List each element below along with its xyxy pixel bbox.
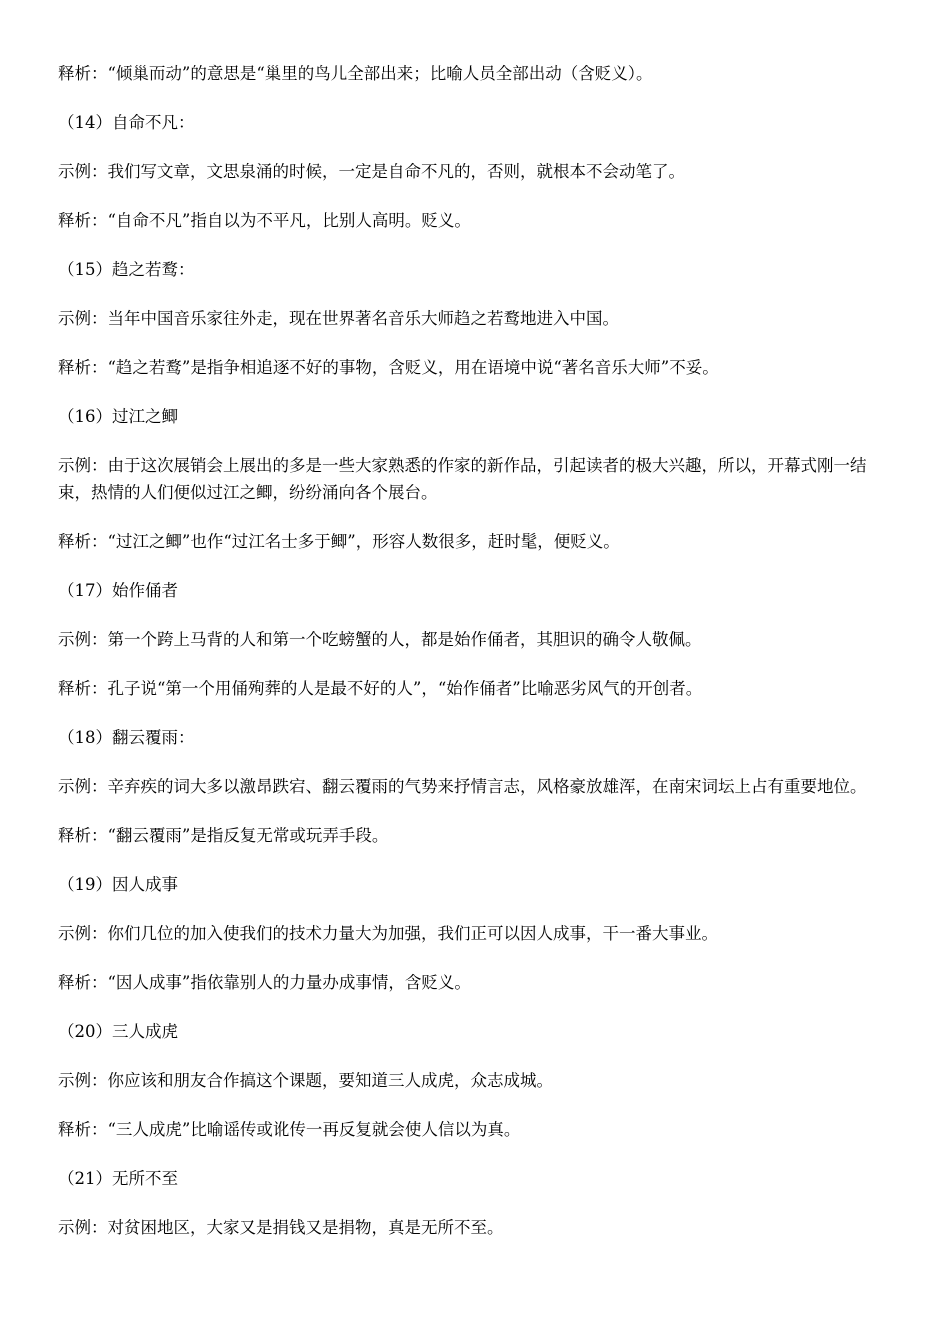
paragraph-example: 示例：由于这次展销会上展出的多是一些大家熟悉的作家的新作品，引起读者的极大兴趣，所以，开幕式刚一结束，热情的人们便似过江之鲫，纷纷涌向各个展台。 xyxy=(58,456,867,502)
paragraph-explanation: 释析：“三人成虎”比喻谣传或讹传一再反复就会使人信以为真。 xyxy=(58,1120,521,1139)
paragraph-heading: （16）过江之鲫 xyxy=(58,407,178,426)
paragraph-heading: （14）自命不凡： xyxy=(58,113,195,132)
paragraph-example: 示例：你应该和朋友合作搞这个课题，要知道三人成虎，众志成城。 xyxy=(58,1071,553,1090)
paragraph-heading: （19）因人成事 xyxy=(58,875,178,894)
paragraph-example: 示例：第一个跨上马背的人和第一个吃螃蟹的人，都是始作俑者，其胆识的确令人敬佩。 xyxy=(58,630,702,649)
paragraph-explanation: 释析：“翻云覆雨”是指反复无常或玩弄手段。 xyxy=(58,826,389,845)
paragraph-example: 示例：辛弃疾的词大多以激昂跌宕、翻云覆雨的气势来抒情言志，风格豪放雄浑，在南宋词坛上占有重要地位。 xyxy=(58,777,867,796)
paragraph-heading: （17）始作俑者 xyxy=(58,581,178,600)
paragraph-heading: （15）趋之若鹜： xyxy=(58,260,195,279)
paragraph-example: 示例：我们写文章，文思泉涌的时候，一定是自命不凡的，否则，就根本不会动笔了。 xyxy=(58,162,685,181)
paragraph-example: 示例：当年中国音乐家往外走，现在世界著名音乐大师趋之若鹜地进入中国。 xyxy=(58,309,619,328)
paragraph-example: 示例：你们几位的加入使我们的技术力量大为加强，我们正可以因人成事，干一番大事业。 xyxy=(58,924,718,943)
paragraph-heading: （20）三人成虎 xyxy=(58,1022,178,1041)
paragraph-explanation: 释析：孔子说“第一个用俑殉葬的人是最不好的人”，“始作俑者”比喻恶劣风气的开创者。 xyxy=(58,679,703,698)
paragraph-explanation: 释析：“趋之若鹜”是指争相追逐不好的事物，含贬义，用在语境中说“著名音乐大师”不妥。 xyxy=(58,358,719,377)
paragraph-heading: （21）无所不至 xyxy=(58,1169,178,1188)
paragraph-explanation: 释析：“自命不凡”指自以为不平凡，比别人高明。贬义。 xyxy=(58,211,471,230)
paragraph-explanation: 释析：“因人成事”指依靠别人的力量办成事情，含贬义。 xyxy=(58,973,471,992)
paragraph-example: 示例：对贫困地区，大家又是捐钱又是捐物，真是无所不至。 xyxy=(58,1218,504,1237)
paragraph-heading: （18）翻云覆雨： xyxy=(58,728,195,747)
paragraph-explanation: 释析：“过江之鲫”也作“过江名士多于鲫”，形容人数很多，赶时髦，便贬义。 xyxy=(58,532,620,551)
paragraph-explanation: 释析：“倾巢而动”的意思是“巢里的鸟儿全部出来；比喻人员全部出动（含贬义）。 xyxy=(58,64,653,83)
